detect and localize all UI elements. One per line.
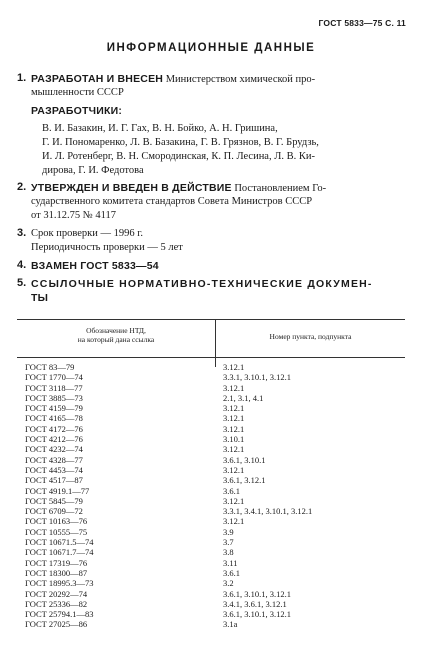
table-cell-designation: ГОСТ 1770—74 bbox=[25, 372, 83, 383]
table-cell-designation: ГОСТ 3118—77 bbox=[25, 382, 83, 393]
table-row bbox=[17, 403, 405, 413]
table-row bbox=[17, 393, 405, 403]
table-row bbox=[17, 506, 405, 516]
table-cell-designation: ГОСТ 4172—76 bbox=[25, 423, 83, 434]
table-row bbox=[17, 383, 405, 393]
table-row bbox=[17, 527, 405, 537]
section-1-line-1 bbox=[31, 72, 315, 87]
table-cell-designation: ГОСТ 10671.7—74 bbox=[25, 547, 94, 558]
table-row bbox=[17, 578, 405, 588]
table-row bbox=[17, 424, 405, 434]
table-cell-designation: ГОСТ 4232—74 bbox=[25, 444, 83, 455]
section-2-line-1 bbox=[31, 181, 326, 196]
section-2-text-1: Постановлением Го- bbox=[234, 183, 327, 194]
section-2-number: 2. bbox=[17, 181, 27, 193]
developers-line-4: дирова, Г. И. Федотова bbox=[42, 165, 144, 176]
table-cell-designation: ГОСТ 4328—77 bbox=[25, 454, 83, 465]
table-row bbox=[17, 475, 405, 485]
section-4-number: 4. bbox=[17, 259, 27, 271]
section-1-lead: РАЗРАБОТАН И ВНЕСЕН bbox=[31, 73, 164, 85]
table-row bbox=[17, 589, 405, 599]
table-cell-clause: 3.12.1 bbox=[223, 464, 245, 475]
page-title: ИНФОРМАЦИОННЫЕ ДАННЫЕ bbox=[106, 42, 316, 54]
table-body bbox=[17, 362, 405, 630]
table-cell-clause: 3.6.1 bbox=[223, 485, 240, 496]
table-row bbox=[17, 434, 405, 444]
table-cell-designation: ГОСТ 5845—79 bbox=[25, 495, 83, 506]
table-cell-designation: ГОСТ 17319—76 bbox=[25, 557, 88, 568]
table-cell-designation: ГОСТ 27025—86 bbox=[25, 619, 88, 630]
table-row bbox=[17, 455, 405, 465]
section-1-number: 1. bbox=[17, 72, 27, 84]
table-header-col1 bbox=[17, 326, 215, 344]
section-5-number: 5. bbox=[17, 277, 27, 289]
table-row bbox=[17, 372, 405, 382]
table-cell-clause: 3.10.1 bbox=[223, 434, 245, 445]
table-cell-clause: 3.12.1 bbox=[223, 516, 245, 527]
developers-title: РАЗРАБОТЧИКИ: bbox=[31, 105, 123, 117]
table-cell-clause: 3.12.1 bbox=[223, 362, 245, 372]
table-cell-clause: 3.12.1 bbox=[223, 495, 245, 506]
table-cell-clause: 3.12.1 bbox=[223, 444, 245, 455]
table-row bbox=[17, 486, 405, 496]
table-row bbox=[17, 537, 405, 547]
table-row bbox=[17, 516, 405, 526]
table-cell-designation: ГОСТ 10163—76 bbox=[25, 516, 88, 527]
section-4-text: ВЗАМЕН ГОСТ 5833—54 bbox=[31, 260, 159, 272]
section-2-lead: УТВЕРЖДЕН И ВВЕДЕН В ДЕЙСТВИЕ bbox=[31, 182, 232, 194]
section-5-text-1: ССЫЛОЧНЫЕ НОРМАТИВНО-ТЕХНИЧЕСКИЕ ДОКУМЕН- bbox=[31, 278, 373, 290]
section-1-text-2: мышленности СССР bbox=[31, 87, 124, 98]
table-cell-designation: ГОСТ 20292—74 bbox=[25, 588, 88, 599]
table-cell-clause: 3.6.1, 3.10.1 bbox=[223, 454, 266, 465]
table-cell-designation: ГОСТ 18300—87 bbox=[25, 567, 88, 578]
table-cell-clause: 3.12.1 bbox=[223, 423, 245, 434]
table-row bbox=[17, 558, 405, 568]
table-row bbox=[17, 609, 405, 619]
table-cell-clause: 3.6.1 bbox=[223, 567, 240, 578]
table-cell-designation: ГОСТ 6709—72 bbox=[25, 506, 83, 517]
table-row bbox=[17, 496, 405, 506]
section-2-text-2: сударственного комитета стандартов Совета Министров СССР bbox=[31, 196, 313, 207]
table-cell-clause: 3.3.1, 3.10.1, 3.12.1 bbox=[223, 372, 291, 383]
table-cell-designation: ГОСТ 10555—75 bbox=[25, 526, 88, 537]
table-row bbox=[17, 619, 405, 629]
table-header-col1-line1: Обозначение НТД, bbox=[86, 326, 146, 335]
section-5-text-2: ТЫ bbox=[31, 292, 49, 304]
table-header bbox=[17, 319, 405, 358]
table-cell-clause: 3.6.1, 3.12.1 bbox=[223, 475, 266, 486]
table-row bbox=[17, 413, 405, 423]
table-cell-designation: ГОСТ 10671.5—74 bbox=[25, 537, 94, 548]
table-cell-designation: ГОСТ 18995.3—73 bbox=[25, 578, 94, 589]
page-header: ГОСТ 5833—75 С. 11 bbox=[318, 18, 406, 28]
table-cell-clause: 3.4.1, 3.6.1, 3.12.1 bbox=[223, 598, 287, 609]
table-cell-designation: ГОСТ 83—79 bbox=[25, 362, 75, 372]
table-cell-clause: 3.3.1, 3.4.1, 3.10.1, 3.12.1 bbox=[223, 506, 313, 517]
table-cell-clause: 3.8 bbox=[223, 547, 234, 558]
section-3-text-2: Периодичность проверки — 5 лет bbox=[31, 242, 183, 253]
developers-line-1: В. И. Базакин, И. Г. Гах, В. Н. Бойко, А. Н. Гришина, bbox=[42, 123, 278, 134]
table-cell-designation: ГОСТ 25336—82 bbox=[25, 598, 88, 609]
table-row bbox=[17, 568, 405, 578]
section-3-number: 3. bbox=[17, 227, 27, 239]
developers-line-3: И. Л. Ротенберг, В. Н. Смородинская, К. П. Лесина, Л. В. Ки- bbox=[42, 151, 315, 162]
table-cell-designation: ГОСТ 25794.1—83 bbox=[25, 609, 94, 620]
section-1-text-1: Министерством химической про- bbox=[165, 74, 316, 85]
table-cell-designation: ГОСТ 4919.1—77 bbox=[25, 485, 90, 496]
table-row bbox=[17, 362, 405, 372]
table-row bbox=[17, 599, 405, 609]
table-cell-designation: ГОСТ 4165—78 bbox=[25, 413, 83, 424]
table-cell-clause: 3.6.1, 3.10.1, 3.12.1 bbox=[223, 588, 291, 599]
table-cell-clause: 3.12.1 bbox=[223, 413, 245, 424]
table-cell-clause: 3.11 bbox=[223, 557, 238, 568]
table-cell-designation: ГОСТ 4517—87 bbox=[25, 475, 83, 486]
table-cell-clause: 3.12.1 bbox=[223, 403, 245, 414]
developers-line-2: Г. И. Пономаренко, Л. В. Базакина, Г. В. Грязнов, В. Г. Брудзь, bbox=[42, 137, 319, 148]
table-header-col1-line2: на который дана ссылка bbox=[77, 335, 155, 344]
table-column-divider bbox=[215, 320, 216, 367]
table-cell-designation: ГОСТ 4453—74 bbox=[25, 464, 83, 475]
table-cell-clause: 3.6.1, 3.10.1, 3.12.1 bbox=[223, 609, 291, 620]
section-3-text-1: Срок проверки — 1996 г. bbox=[31, 228, 143, 239]
section-2-text-3: от 31.12.75 № 4117 bbox=[31, 210, 116, 221]
table-cell-clause: 3.12.1 bbox=[223, 382, 245, 393]
table-cell-clause: 3.1a bbox=[223, 619, 238, 630]
references-table bbox=[17, 319, 405, 630]
table-cell-clause: 3.7 bbox=[223, 537, 234, 548]
table-cell-clause: 2.1, 3.1, 4.1 bbox=[223, 392, 264, 403]
table-row bbox=[17, 465, 405, 475]
table-cell-clause: 3.9 bbox=[223, 526, 234, 537]
table-cell-designation: ГОСТ 4212—76 bbox=[25, 434, 83, 445]
table-header-col2: Номер пункта, подпункта bbox=[269, 332, 352, 341]
table-cell-designation: ГОСТ 3885—73 bbox=[25, 392, 83, 403]
table-row bbox=[17, 444, 405, 454]
table-cell-clause: 3.2 bbox=[223, 578, 234, 589]
table-cell-designation: ГОСТ 4159—79 bbox=[25, 403, 83, 414]
table-row bbox=[17, 547, 405, 557]
